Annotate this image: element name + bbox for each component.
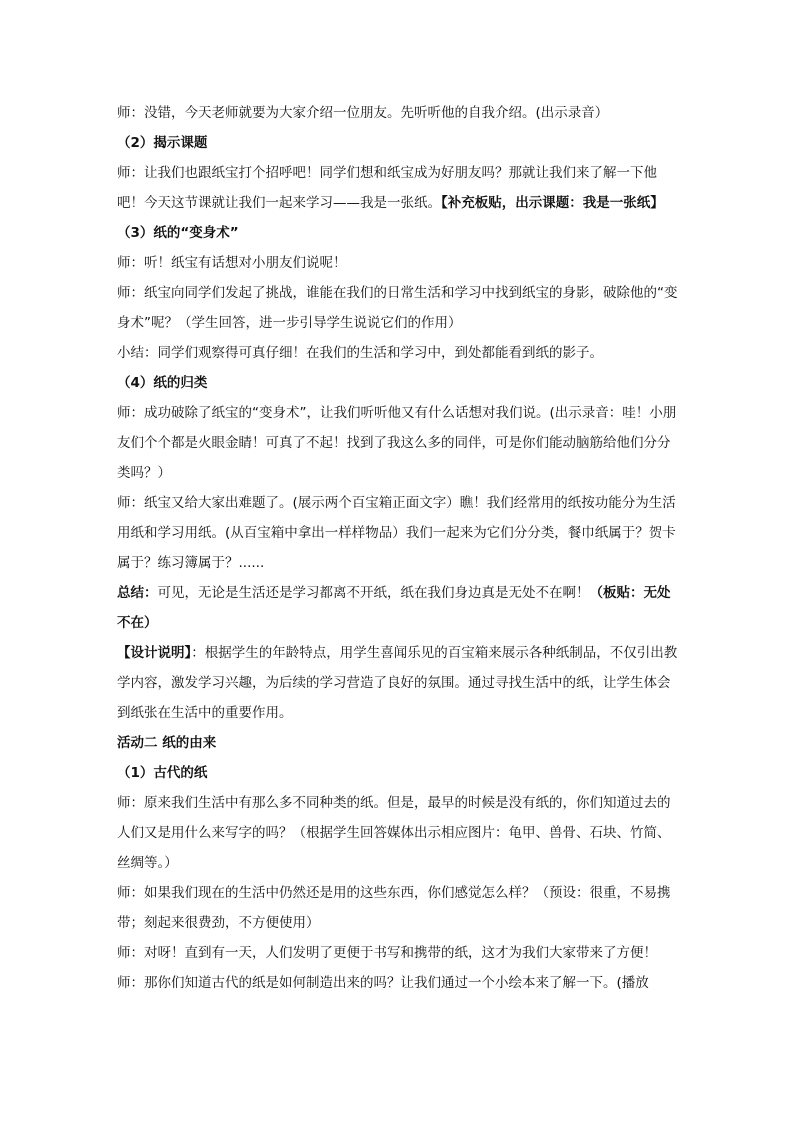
paragraph-treasure-box: 师：纸宝又给大家出难题了。(展示两个百宝箱正面文字）瞧！我们经常用的纸按功能分为生活用纸和学习用纸。(从百宝箱中拿出一样样物品）我们一起来为它们分分类，餐巾纸属于？贺卡属于？练习簿属于？...... [117, 495, 676, 571]
heading-classify: （4）纸的归类 [117, 375, 208, 391]
paragraph-design-note [117, 638, 679, 728]
paragraph-invention: 师：对呀！直到有一天，人们发明了更便于书写和携带的纸，这才为我们大家带来了方便！ [117, 945, 657, 961]
heading-activity-two: 活动二 纸的由来 [117, 735, 217, 751]
heading-reveal-topic: （2）揭示课题 [117, 135, 208, 151]
heading-transform: （3）纸的“变身术” [117, 225, 239, 241]
paragraph-intro: 师：没错，今天老师就要为大家介绍一位朋友。先听听他的自我介绍。(出示录音） [117, 105, 609, 121]
paragraph-challenge: 师：纸宝向同学们发起了挑战，谁能在我们的日常生活和学习中找到纸宝的身影，破除他的“变身术”呢？（学生回答，进一步引导学生说说它们的作用） [117, 285, 678, 331]
paragraph-feeling: 师：如果我们现在的生活中仍然还是用的这些东西，你们感觉怎么样？（预设：很重，不易携带；刻起来很费劲，不方便使用） [117, 885, 671, 931]
paragraph-summary-1: 小结：同学们观察得可真仔细！在我们的生活和学习中，到处都能看到纸的影子。 [117, 345, 603, 361]
paragraph-picture-book: 师：那你们知道古代的纸是如何制造出来的吗？让我们通过一个小绘本来了解一下。(播放 [117, 975, 649, 991]
paragraph-greet [117, 158, 679, 218]
paragraph-recording: 师：成功破除了纸宝的“变身术”，让我们听听他又有什么话想对我们说。(出示录音：哇！小朋友们个个都是火眼金睛！可真了不起！找到了我这么多的同伴，可是你们能动脑筋给他们分分类吗？） [117, 405, 677, 481]
design-note-text: ：根据学生的年龄特点，用学生喜闻乐见的百宝箱来展示各种纸制品，不仅引出教学内容，激发学习兴趣，为后续的学习营造了良好的氛围。通过寻找生活中的纸，让学生体会到纸张在生活中的重要作用。 [117, 645, 678, 721]
board-note-topic: 【补充板贴，出示课题：我是一张纸】 [441, 195, 664, 211]
conclusion-text: 可见，无论是生活还是学习都离不开纸，纸在我们身边真是无处不在啊！ [157, 585, 590, 601]
paragraph-listen: 师：听！纸宝有话想对小朋友们说呢！ [117, 255, 347, 271]
design-note-label: 【设计说明】 [117, 645, 192, 661]
document-page [117, 98, 679, 998]
heading-ancient-paper: （1）古代的纸 [117, 765, 208, 781]
paragraph-conclusion [117, 578, 679, 638]
paragraph-ancient-writing: 师：原来我们生活中有那么多不同种类的纸。但是，最早的时候是没有纸的，你们知道过去的人们又是用什么来写字的吗？（根据学生回答媒体出示相应图片：龟甲、兽骨、石块、竹简、丝绸等。） [117, 795, 671, 871]
paragraph-greet-text: 师：让我们也跟纸宝打个招呼吧！同学们想和纸宝成为好朋友吗？那就让我们来了解一下他吧！今天这节课就让我们一起来学习——我是一张纸。 [117, 165, 657, 211]
conclusion-label: 总结： [117, 585, 158, 601]
board-note-everywhere: （板贴：无处不在） [117, 585, 671, 631]
